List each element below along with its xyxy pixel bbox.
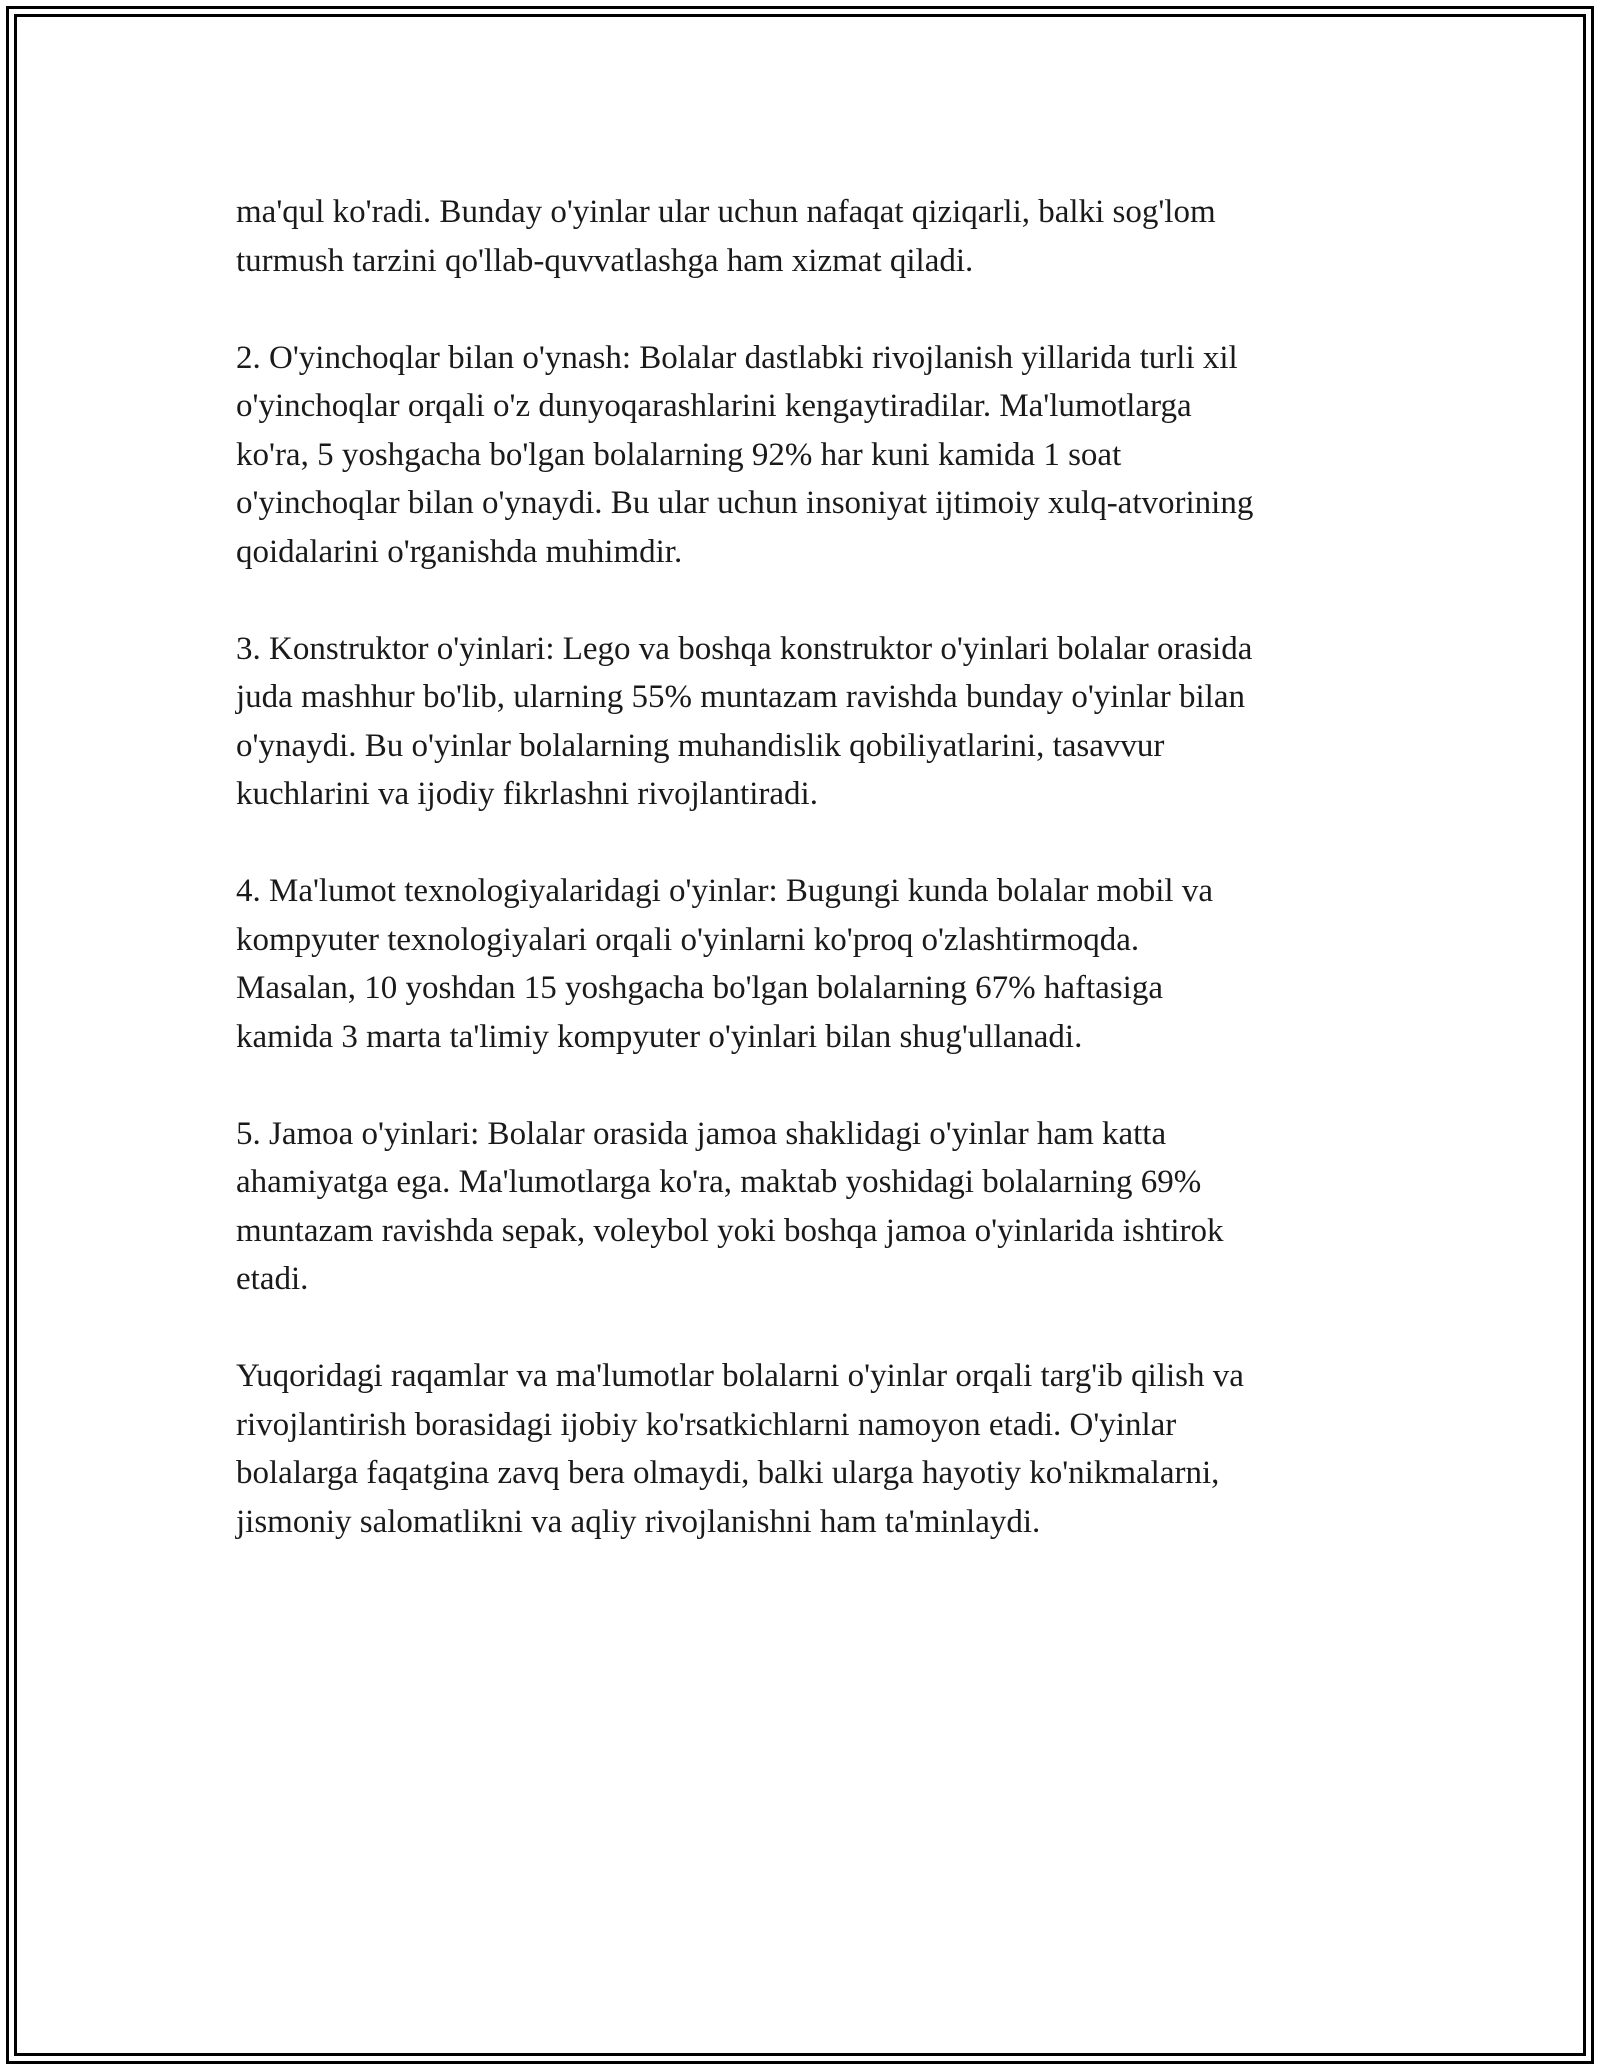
paragraph-team-games: 5. Jamoa o'yinlari: Bolalar orasida jamoa shaklidagi o'yinlar ham katta ahamiyatga ega. Ma'lumotlarga ko'ra, maktab yoshidagi bolalarning 69% muntazam ravishda sepak, voleybol yoki boshqa jamoa o'yinlarida ishtirok etadi. <box>236 1115 1224 1297</box>
paragraph-technology-games: 4. Ma'lumot texnologiyalaridagi o'yinlar: Bugungi kunda bolalar mobil va kompyuter texnologiyalari orqali o'yinlarni ko'proq o'zlashtirmoqda. Masalan, 10 yoshdan 15 yoshgacha bo'lgan bolalarning 67% haftasiga kamida 3 marta ta'limiy kompyuter o'yinlari bilan shug'ullanadi. <box>236 873 1213 1055</box>
paragraph-toys: 2. O'yinchoqlar bilan o'ynash: Bolalar dastlabki rivojlanish yillarida turli xil o'yinchoqlar orqali o'z dunyoqarashlarini kengaytiradilar. Ma'lumotlarga ko'ra, 5 yoshgacha bo'lgan bolalarning 92% har kuni kamida 1 soat o'yinchoqlar bilan o'ynaydi. Bu ular uchun insoniyat ijtimoiy xulq-atvorining qoidalarini o'rganishda muhimdir. <box>236 339 1254 570</box>
document-body <box>236 188 1386 1595</box>
paragraph-conclusion: Yuqoridagi raqamlar va ma'lumotlar bolalarni o'yinlar orqali targ'ib qilish va rivojlantirish borasidagi ijobiy ko'rsatkichlarni namoyon etadi. O'yinlar bolalarga faqatgina zavq bera olmaydi, balki ularga hayotiy ko'nikmalarni, jismoniy salomatlikni va aqliy rivojlanishni ham ta'minlaydi. <box>236 1358 1244 1540</box>
paragraph-continuation: ma'qul ko'radi. Bunday o'yinlar ular uchun nafaqat qiziqarli, balki sog'lom turmush tarzini qo'llab-quvvatlashga ham xizmat qiladi. <box>236 194 1216 279</box>
paragraph-construction-games: 3. Konstruktor o'yinlari: Lego va boshqa konstruktor o'yinlari bolalar orasida juda mashhur bo'lib, ularning 55% muntazam ravishda bunday o'yinlar bilan o'ynaydi. Bu o'yinlar bolalarning muhandislik qobiliyatlarini, tasavvur kuchlarini va ijodiy fikrlashni rivojlantiradi. <box>236 630 1253 812</box>
